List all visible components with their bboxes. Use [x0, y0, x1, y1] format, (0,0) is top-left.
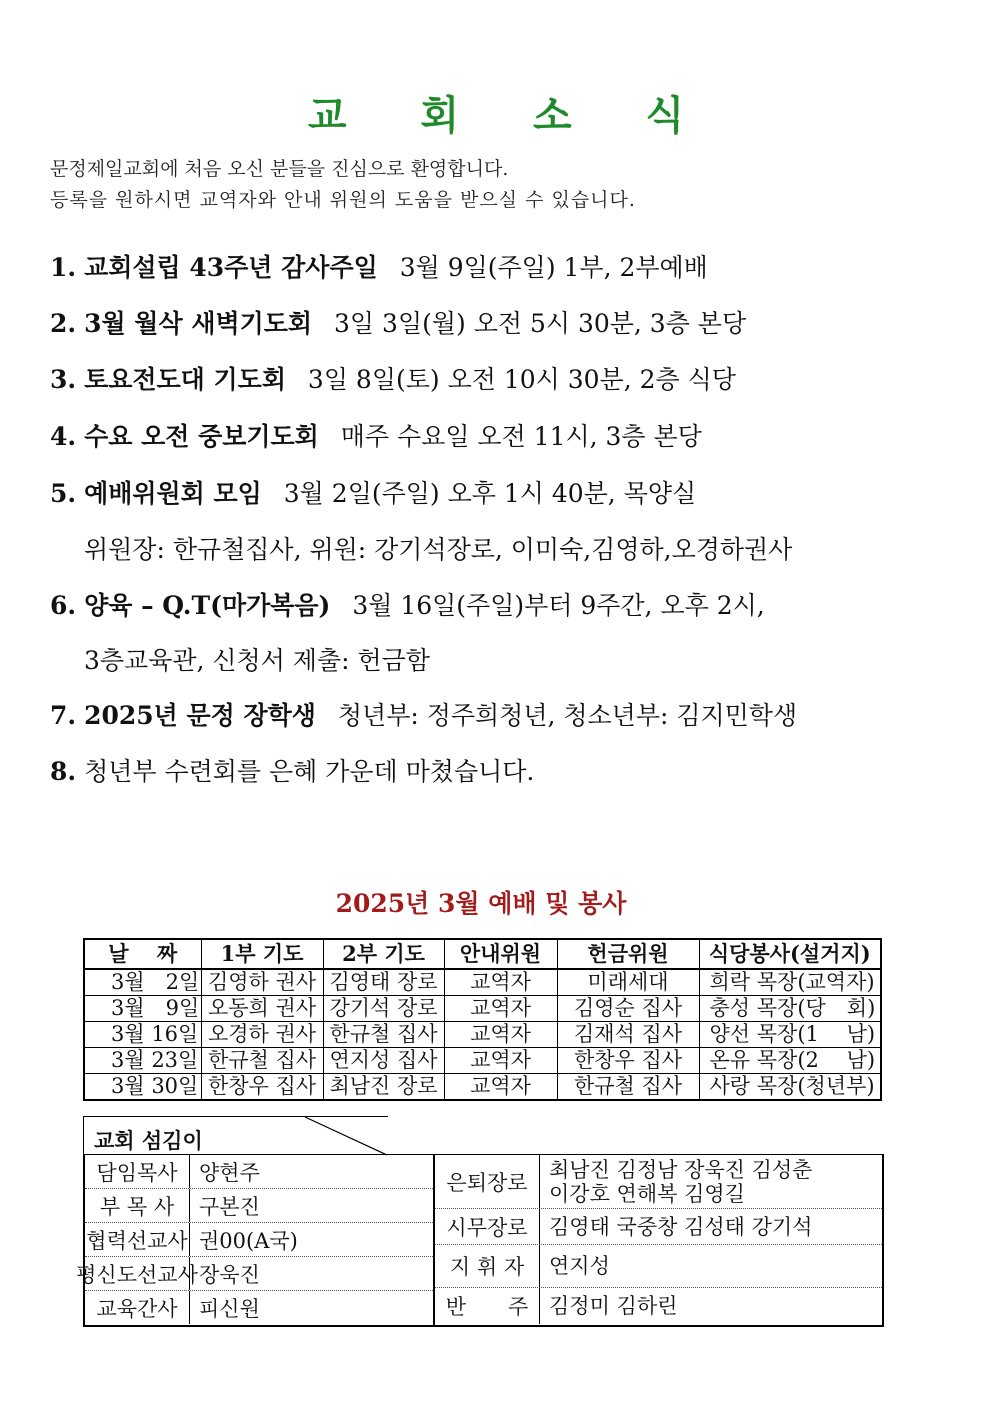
- news-item: [50, 304, 746, 340]
- staff-row: [85, 1155, 433, 1189]
- news-text: 청년부: 정주희청년, 청소년부: 김지민학생: [337, 701, 798, 730]
- table-cell: 교역자: [444, 1048, 557, 1074]
- table-cell: 김재석 집사: [557, 1022, 699, 1048]
- news-item: [50, 586, 765, 622]
- table-cell: 김영하 권사: [201, 969, 323, 996]
- news-text: 3월 9일(주일) 1부, 2부예배: [399, 253, 708, 282]
- table-cell: 연지성 집사: [323, 1048, 444, 1074]
- staff-name: 구본진: [199, 1194, 260, 1219]
- table-cell: 교역자: [444, 996, 557, 1022]
- table-cell: 한창우 집사: [201, 1074, 323, 1101]
- table-cell: 3월 9일: [84, 996, 201, 1022]
- news-text: 3월 2일(주일) 오후 1시 40분, 목양실: [283, 479, 697, 508]
- news-item: [50, 752, 534, 788]
- news-number: 5.: [50, 479, 77, 508]
- table-cell: 미래세대: [557, 969, 699, 996]
- table-row: [84, 1022, 881, 1048]
- news-number: 4.: [50, 422, 77, 451]
- staff-names: [549, 1288, 677, 1324]
- table-header-row: [84, 939, 881, 969]
- page-title: 교 회 소 식: [307, 92, 715, 139]
- staff-row: [85, 1189, 433, 1223]
- staff-name: 김영태 국중창 김성태 강기석: [549, 1214, 813, 1239]
- staff-row: [85, 1223, 433, 1257]
- table-cell: 한규철 집사: [323, 1022, 444, 1048]
- column-header-usher: 안내위원: [444, 939, 557, 969]
- staff-role: 시무장로: [435, 1209, 540, 1244]
- schedule-title: 2025년 3월 예배 및 봉사: [335, 889, 627, 918]
- news-heading: 수요 오전 중보기도회: [84, 422, 319, 451]
- news-heading: 토요전도대 기도회: [84, 365, 286, 394]
- staff-row: [85, 1291, 433, 1324]
- staff-names: [549, 1209, 812, 1244]
- table-cell: 오동희 권사: [201, 996, 323, 1022]
- column-header-date: 날 짜: [84, 939, 201, 969]
- staff-row: [435, 1245, 882, 1288]
- news-item: [50, 696, 797, 732]
- news-heading: 양육 – Q.T(마가복음): [84, 591, 331, 620]
- column-header-first-prayer: 1부 기도: [201, 939, 323, 969]
- staff-names: [549, 1245, 610, 1287]
- staff-name: 김정미 김하린: [549, 1294, 678, 1318]
- news-heading: 2025년 문정 장학생: [84, 701, 316, 730]
- news-number: 7.: [50, 701, 77, 730]
- table-cell: 교역자: [444, 1022, 557, 1048]
- news-subtext: 위원장: 한규철집사, 위원: 강기석장로, 이미숙,김영하,오경하권사: [84, 535, 793, 564]
- staff-name: 양현주: [199, 1160, 260, 1185]
- table-cell: 한규철 집사: [201, 1048, 323, 1074]
- table-row: [84, 969, 881, 996]
- news-item: [50, 474, 696, 510]
- table-cell: 사랑 목장(청년부): [699, 1074, 881, 1101]
- news-item: [50, 360, 736, 396]
- table-cell: 3월 23일: [84, 1048, 201, 1074]
- staff-role: 은퇴장로: [435, 1155, 540, 1208]
- table-cell: 희락 목장(교역자): [699, 969, 881, 996]
- staff-row: [435, 1209, 882, 1245]
- table-cell: 한창우 집사: [557, 1048, 699, 1074]
- news-number: 3.: [50, 365, 77, 394]
- news-number: 1.: [50, 253, 77, 282]
- column-header-offering: 헌금위원: [557, 939, 699, 969]
- news-heading: 3월 월삭 새벽기도회: [84, 309, 313, 338]
- table-cell: 한규철 집사: [557, 1074, 699, 1101]
- news-heading: 예배위원회 모임: [84, 479, 262, 508]
- news-number: 8.: [50, 757, 77, 786]
- column-header-kitchen: 식당봉사(설거지): [699, 939, 881, 969]
- table-cell: 3월 30일: [84, 1074, 201, 1101]
- table-row: [84, 996, 881, 1022]
- staff-role: 담임목사: [85, 1155, 190, 1188]
- service-schedule-table: [83, 938, 882, 1101]
- staff-role: 평신도선교사: [85, 1257, 190, 1290]
- news-number: 6.: [50, 591, 77, 620]
- column-header-second-prayer: 2부 기도: [323, 939, 444, 969]
- news-text: 3일 8일(토) 오전 10시 30분, 2층 식당: [307, 365, 736, 394]
- news-number: 2.: [50, 309, 77, 338]
- news-heading: 교회설립 43주년 감사주일: [84, 253, 378, 282]
- table-row: [84, 1074, 881, 1101]
- news-text: 매주 수요일 오전 11시, 3층 본당: [340, 422, 702, 451]
- table-cell: 최남진 장로: [323, 1074, 444, 1101]
- table-cell: 3월 2일: [84, 969, 201, 996]
- staff-role: 교육간사: [85, 1291, 190, 1324]
- news-text: 3월 16일(주일)부터 9주간, 오후 2시,: [352, 591, 765, 620]
- staff-role: 부 목 사: [85, 1189, 190, 1222]
- staff-left-column: [76, 1155, 435, 1325]
- table-row: [84, 1048, 881, 1074]
- table-cell: 교역자: [444, 969, 557, 996]
- table-cell: 교역자: [444, 1074, 557, 1101]
- table-cell: 오경하 권사: [201, 1022, 323, 1048]
- news-text: 청년부 수련회를 은혜 가운데 마쳤습니다.: [84, 757, 535, 786]
- news-text: 3일 3일(월) 오전 5시 30분, 3층 본당: [334, 309, 747, 338]
- staff-table: [76, 1154, 884, 1327]
- staff-row: [435, 1288, 882, 1324]
- staff-name: 장욱진: [199, 1262, 260, 1287]
- table-cell: 김영순 집사: [557, 996, 699, 1022]
- staff-name: 권00(A국): [199, 1228, 298, 1253]
- staff-name: 이강호 연해복 김영길: [549, 1181, 745, 1206]
- staff-name: 피신원: [199, 1296, 260, 1321]
- staff-right-column: [435, 1155, 882, 1325]
- news-item: [50, 248, 708, 284]
- news-item: [50, 417, 702, 453]
- table-cell: 김영태 장로: [323, 969, 444, 996]
- news-subtext: 3층교육관, 신청서 제출: 헌금함: [84, 646, 430, 675]
- staff-name: 최남진 김정남 장욱진 김성춘: [549, 1157, 813, 1182]
- table-cell: 온유 목장(2 남): [699, 1048, 881, 1074]
- staff-role: 지 휘 자: [435, 1245, 540, 1287]
- staff-role: 협력선교사: [85, 1223, 190, 1256]
- table-cell: 충성 목장(당 회): [699, 996, 881, 1022]
- staff-role: 반 주: [435, 1288, 540, 1324]
- staff-name: 연지성: [549, 1254, 610, 1278]
- staff-section-label: 교회 섬김이: [94, 1128, 203, 1153]
- registration-text: 등록을 원하시면 교역자와 안내 위원의 도움을 받으실 수 있습니다.: [50, 189, 636, 211]
- staff-names: [549, 1155, 812, 1208]
- staff-row: [435, 1155, 882, 1209]
- table-cell: 양선 목장(1 남): [699, 1022, 881, 1048]
- welcome-text: 문정제일교회에 처음 오신 분들을 진심으로 환영합니다.: [50, 158, 509, 180]
- table-cell: 강기석 장로: [323, 996, 444, 1022]
- staff-row: [76, 1257, 433, 1291]
- table-cell: 3월 16일: [84, 1022, 201, 1048]
- tab-diagonal-line: [305, 1116, 390, 1156]
